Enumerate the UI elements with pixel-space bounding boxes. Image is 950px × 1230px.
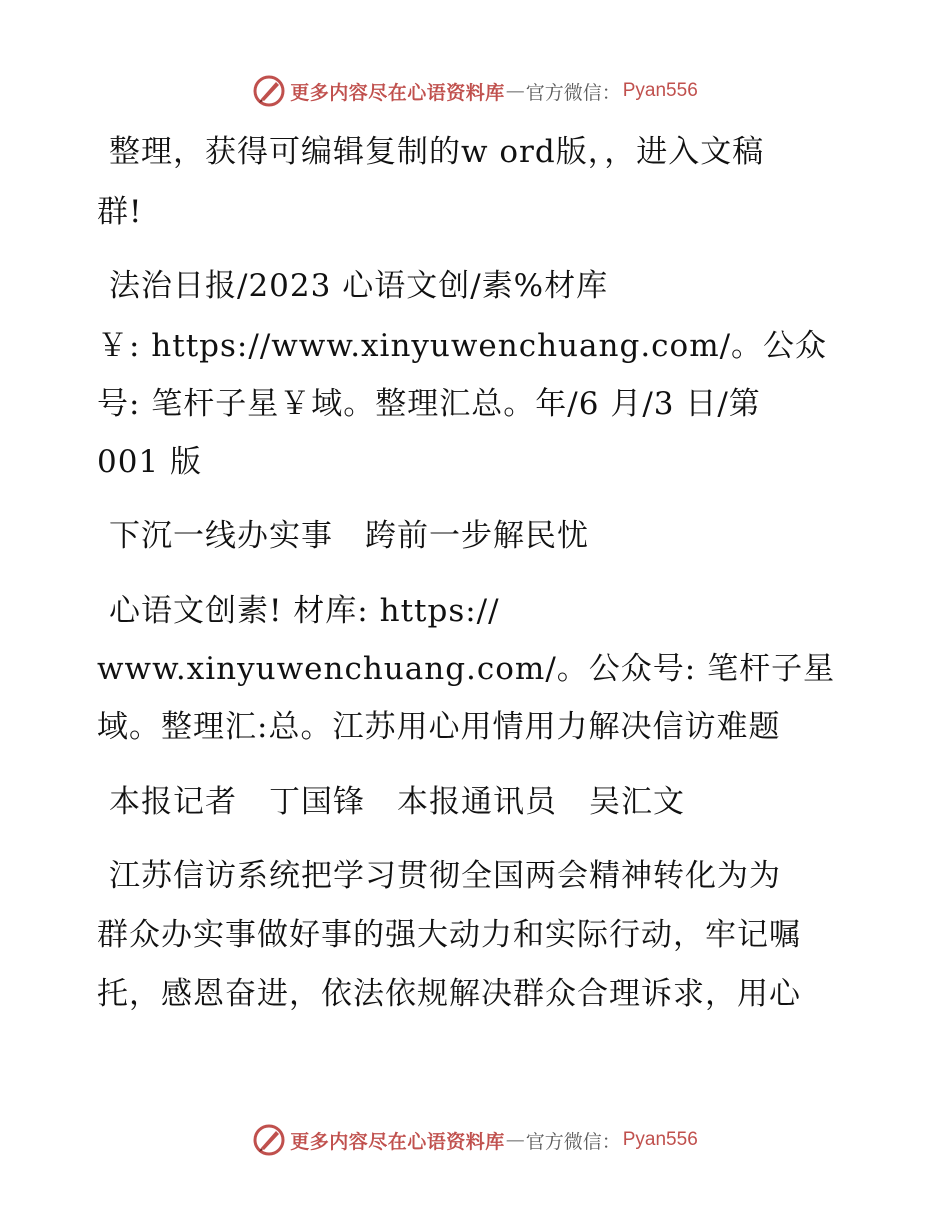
watermark-text: 更多内容尽在心语资料库: [290, 1130, 505, 1153]
paragraph-line: 群众办实事做好事的强大动力和实际行动，牢记嘱: [97, 917, 801, 953]
watermark-wechat-label: 官方微信：: [525, 81, 621, 104]
paragraph-line: 域。整理汇:总。江苏用心用情用力解决信访难题: [97, 709, 781, 745]
headline: 下沉一线办实事 跨前一步解民忧: [109, 518, 589, 554]
paragraph-line: 江苏信访系统把学习贯彻全国两会精神转化为为: [109, 858, 781, 894]
source-line: 001 版: [97, 444, 203, 480]
byline: 本报记者 丁国锋 本报通讯员 吴汇文: [109, 784, 685, 820]
watermark-wechat-handle: Pyan556: [622, 80, 698, 101]
paragraph-line: 托，感恩奋进，依法依规解决群众合理诉求，用心: [97, 976, 801, 1012]
watermark-wechat-label: 官方微信：: [525, 1130, 621, 1153]
quill-logo-icon: [252, 1123, 286, 1157]
source-line: 号: 笔杆子星￥域。整理汇总。年/6 月/3 日/第: [97, 386, 761, 422]
header-watermark: [0, 71, 950, 111]
watermark-wechat-handle: Pyan556: [622, 1129, 698, 1150]
quill-logo-icon: [252, 74, 286, 108]
source-line: 法治日报/2023 心语文创/素%材库: [109, 268, 609, 304]
watermark-text: 更多内容尽在心语资料库: [290, 81, 505, 104]
paragraph-line: www.xinyuwenchuang.com/。公众号: 笔杆子星: [97, 651, 836, 687]
watermark-separator: —: [505, 80, 525, 102]
paragraph-line: 群!: [97, 194, 143, 230]
footer-watermark: [0, 1120, 950, 1160]
paragraph-line: 整理，获得可编辑复制的w ord版，，进入文稿: [109, 134, 765, 170]
source-line: ￥: https://www.xinyuwenchuang.com/。公众: [97, 328, 828, 364]
watermark-separator: —: [505, 1129, 525, 1151]
paragraph-line: 心语文创素! 材库: https://: [109, 593, 500, 629]
